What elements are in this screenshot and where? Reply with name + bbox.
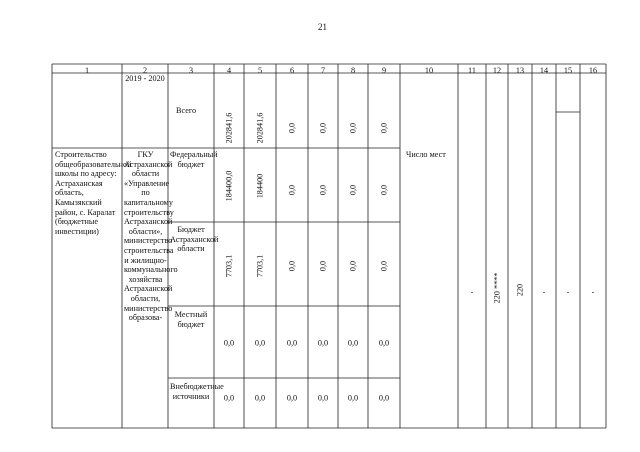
project-name: Строительство общеобразовательной школы по адресу: Астраханская область, Камызякский район, с. Каралат (бюджетные инвестиции): [55, 150, 132, 236]
col-number-2: 2: [142, 66, 148, 75]
local-col9: 0,0: [378, 338, 390, 348]
federal-col7: 0,0: [318, 184, 328, 196]
extra-col7: 0,0: [317, 393, 329, 403]
federal-col4: 184400,0: [224, 170, 234, 202]
total-label: Всего: [176, 106, 197, 115]
col-number-16: 16: [588, 66, 598, 75]
col-number-3: 3: [188, 66, 194, 75]
source-local: Местный бюджет: [174, 310, 208, 329]
col-number-1: 1: [84, 66, 90, 75]
total-col4: 202841,6: [224, 112, 234, 144]
col-number-12: 12: [492, 66, 502, 75]
total-col8: 0,0: [348, 122, 358, 134]
project-executor: ГКУ Астраханской области «Управление по капитальному строительству Астраханской области», министерство строительства и жилищно-коммунального хозяйства Астраханской области, министерство образова-: [124, 150, 178, 323]
local-col7: 0,0: [317, 338, 329, 348]
local-col4: 0,0: [223, 338, 235, 348]
regional-col6: 0,0: [287, 260, 297, 272]
total-col5: 202841,6: [255, 112, 265, 144]
period-cell: 2019 - 2020: [125, 74, 165, 83]
federal-col8: 0,0: [348, 184, 358, 196]
regional-col7: 0,0: [318, 260, 328, 272]
col13-value: 220: [515, 283, 525, 297]
col-number-15: 15: [563, 66, 573, 75]
regional-col9: 0,0: [379, 260, 389, 272]
federal-col5: 184400: [255, 173, 265, 199]
indicator-label: Число мест: [406, 150, 446, 159]
page-number: 21: [318, 22, 327, 32]
regional-col8: 0,0: [348, 260, 358, 272]
col-number-8: 8: [350, 66, 356, 75]
regional-col5: 7703,1: [255, 254, 265, 278]
col-number-13: 13: [515, 66, 525, 75]
local-col8: 0,0: [347, 338, 359, 348]
extra-col4: 0,0: [223, 393, 235, 403]
col-number-4: 4: [226, 66, 232, 75]
total-col9: 0,0: [379, 122, 389, 134]
col-number-5: 5: [257, 66, 263, 75]
total-col6: 0,0: [287, 122, 297, 134]
col-number-9: 9: [381, 66, 387, 75]
regional-col4: 7703,1: [224, 254, 234, 278]
extra-col9: 0,0: [378, 393, 390, 403]
local-col6: 0,0: [286, 338, 298, 348]
source-federal: Федеральный бюджет: [170, 150, 218, 169]
col-number-14: 14: [539, 66, 549, 75]
col-number-6: 6: [289, 66, 295, 75]
col-number-7: 7: [320, 66, 326, 75]
col16-value: -: [591, 287, 595, 297]
col15-value: -: [566, 287, 570, 297]
col-number-11: 11: [468, 66, 476, 75]
source-extrabudgetary: Внебюджетные источники: [170, 382, 224, 401]
col11-value: -: [470, 287, 474, 297]
total-col7: 0,0: [318, 122, 328, 134]
extra-col8: 0,0: [347, 393, 359, 403]
col12-value: 220 ****: [492, 272, 502, 304]
federal-col6: 0,0: [287, 184, 297, 196]
extra-col6: 0,0: [286, 393, 298, 403]
source-regional: Бюджет Астраханской области: [170, 225, 219, 254]
federal-col9: 0,0: [379, 184, 389, 196]
col-number-10: 10: [424, 66, 434, 75]
extra-col5: 0,0: [254, 393, 266, 403]
local-col5: 0,0: [254, 338, 266, 348]
col14-value: -: [542, 287, 546, 297]
